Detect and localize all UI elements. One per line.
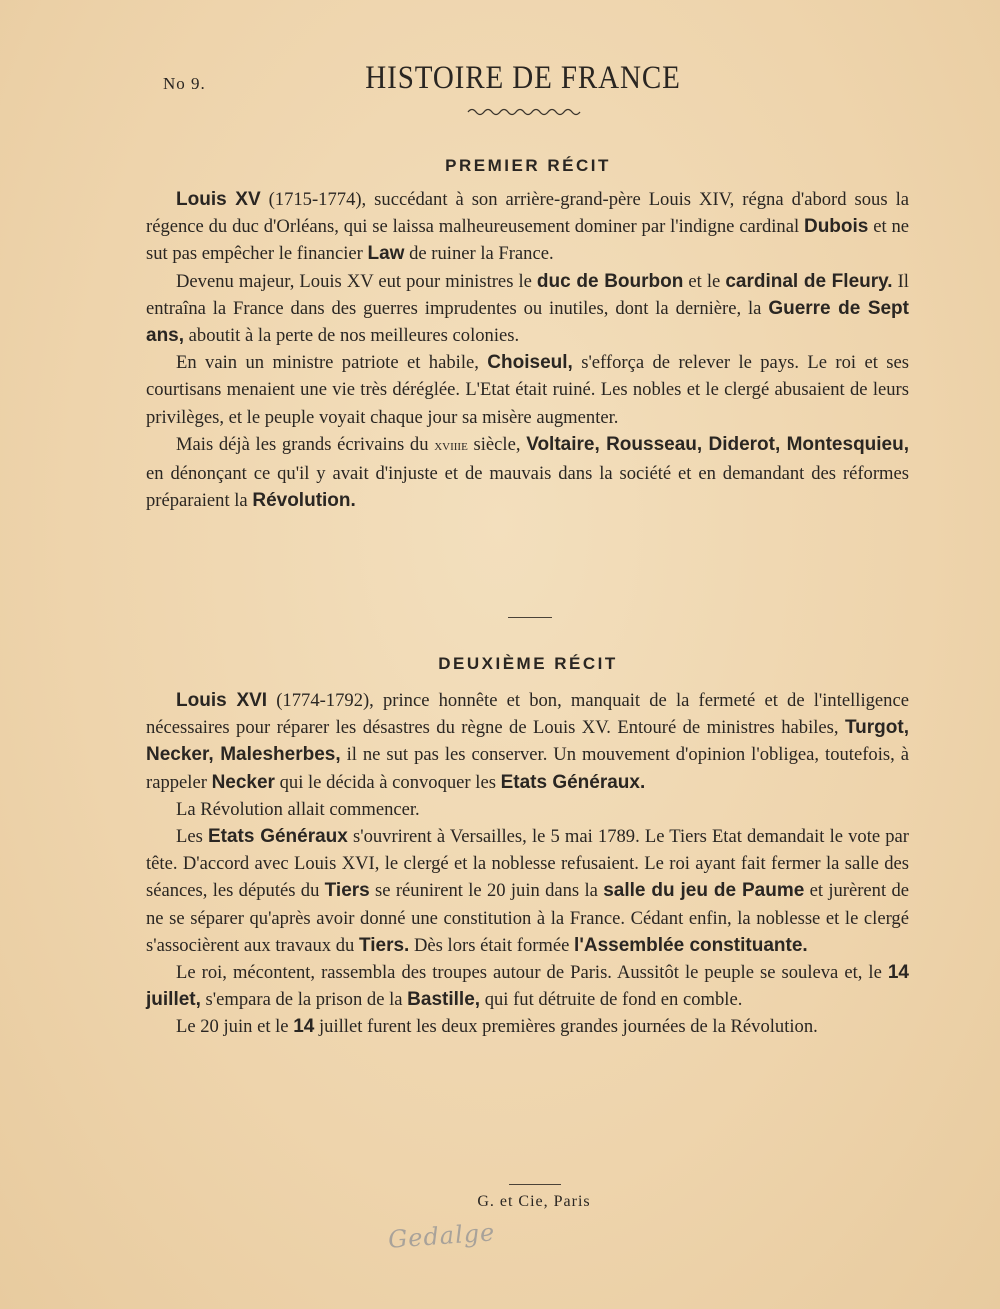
- footer-divider: [509, 1184, 561, 1185]
- emphasized-name: Tiers.: [358, 934, 410, 956]
- paragraph: [146, 349, 909, 431]
- text-run: La Révolution allait commencer.: [176, 798, 420, 820]
- emphasized-name: Tiers: [324, 880, 370, 902]
- paragraph: [146, 268, 909, 350]
- paragraph: [146, 1013, 909, 1040]
- section-divider: [508, 617, 552, 618]
- emphasized-name: Voltaire, Rousseau, Diderot, Montesquieu,: [526, 433, 910, 455]
- emphasized-name: 14: [293, 1016, 315, 1038]
- text-run: Les: [176, 826, 208, 848]
- paragraph: [146, 431, 909, 515]
- section-title-premier-text: PREMIER RÉCIT: [445, 156, 611, 175]
- text-run: s'empara de la prison de la: [200, 989, 408, 1011]
- paragraph: [146, 186, 909, 268]
- text-run: aboutit à la perte de nos meilleures colonies.: [184, 325, 520, 347]
- section-body-premier: [146, 186, 909, 514]
- publisher-text: G. et Cie, Paris: [477, 1193, 591, 1210]
- text-run: Devenu majeur, Louis XV eut pour ministres le: [176, 270, 537, 292]
- text-run: Mais déjà les grands écrivains du: [176, 433, 435, 455]
- emphasized-name: Law: [367, 243, 405, 265]
- text-run: et le: [683, 270, 726, 292]
- emphasized-name: Bastille,: [407, 989, 481, 1011]
- text-run: et jurèrent de ne se séparer qu'après avoir donné une constitution à la France. Cédant enfin, la noblesse et le clergé s'associèrent aux travaux du: [146, 880, 909, 956]
- section-title-deuxieme: [0, 654, 1000, 674]
- text-run: s'efforça de relever le pays. Le roi et ses courtisans menaient une vie très déréglée. L'Etat était ruiné. Les nobles et le clergé abusaient de leurs privilèges, et le peuple voyait chaque jour sa misère augmenter.: [146, 352, 910, 428]
- text-run: de ruiner la France.: [404, 243, 554, 265]
- emphasized-name: Guerre de Sept ans,: [146, 297, 909, 347]
- section-body-deuxieme: [146, 687, 909, 1041]
- text-run: siècle,: [467, 433, 527, 455]
- emphasized-name: Choiseul,: [487, 352, 573, 374]
- text-run: et ne sut pas empêcher le financier: [146, 216, 910, 265]
- text-run: Dès lors était formée: [409, 934, 575, 956]
- paragraph: [146, 687, 909, 796]
- emphasized-name: cardinal de Fleury.: [725, 270, 893, 292]
- emphasized-name: Louis XV: [176, 189, 261, 210]
- emphasized-name: Necker: [211, 771, 275, 793]
- text-run: qui fut détruite de fond en comble.: [480, 989, 743, 1011]
- sheet-number: No 9.: [163, 74, 206, 93]
- text-run: s'ouvrirent à Versailles, le 5 mai 1789. Le Tiers Etat demandait le vote par tête. D'accord avec Louis XVI, le clergé et la noblesse refusaient. Le roi ayant fait fermer la salle des séances, les députés du: [146, 826, 909, 902]
- paragraph: [146, 823, 909, 959]
- emphasized-name: Etats Généraux: [207, 826, 348, 848]
- paragraph: [146, 959, 909, 1013]
- section-title-deuxieme-text: DEUXIÈME RÉCIT: [438, 654, 618, 673]
- emphasized-name: duc de Bourbon: [536, 270, 684, 292]
- page-title: [63, 60, 943, 97]
- publisher-line: [0, 1193, 1000, 1211]
- text-run: (1715-1774), succédant à son arrière-grand-père Louis XIV, régna d'abord sous la régence du duc d'Orléans, qui se laissa malheureusement dominer par l'indigne cardinal: [146, 189, 909, 238]
- text-run: En vain un ministre patriote et habile,: [176, 352, 488, 374]
- text-run: en dénonçant ce qu'il y avait d'injuste et de mauvais dans la société et en demandant des réformes préparaient la: [146, 463, 909, 512]
- emphasized-name: Louis XVI: [176, 690, 268, 711]
- text-run: Il entraîna la France dans des guerres imprudentes ou inutiles, dont la dernière, la: [146, 270, 909, 319]
- section-title-premier: [0, 156, 1000, 176]
- century-numeral: xviiie: [434, 437, 468, 454]
- text-run: juillet furent les deux premières grandes journées de la Révolution.: [314, 1016, 818, 1038]
- text-run: qui le décida à convoquer les: [274, 771, 501, 793]
- emphasized-name: l'Assemblée constituante.: [574, 934, 808, 956]
- emphasized-name: Turgot, Necker, Malesherbes,: [146, 717, 909, 766]
- emphasized-name: Dubois: [803, 216, 869, 238]
- title-flourish: [466, 106, 586, 118]
- handwritten-signature: Gedalge: [387, 1218, 497, 1254]
- paragraph: [146, 796, 909, 823]
- emphasized-name: salle du jeu de Paume: [603, 880, 805, 902]
- emphasized-name: Révolution.: [252, 490, 356, 512]
- text-run: (1774-1792), prince honnête et bon, manquait de la fermeté et de l'intelligence nécessaires pour réparer les désastres du règne de Louis XV. Entouré de ministres habiles,: [146, 690, 909, 739]
- emphasized-name: Etats Généraux.: [500, 771, 646, 793]
- text-run: Le roi, mécontent, rassembla des troupes autour de Paris. Aussitôt le peuple se souleva et, le: [176, 962, 888, 984]
- emphasized-name: 14 juillet,: [146, 962, 909, 1011]
- text-run: il ne sut pas les conserver. Un mouvement d'opinion l'obligea, toutefois, à rappeler: [146, 744, 909, 793]
- page-title-text: HISTOIRE DE FRANCE: [365, 60, 681, 96]
- text-run: se réunirent le 20 juin dans la: [369, 880, 604, 902]
- text-run: Le 20 juin et le: [176, 1016, 294, 1038]
